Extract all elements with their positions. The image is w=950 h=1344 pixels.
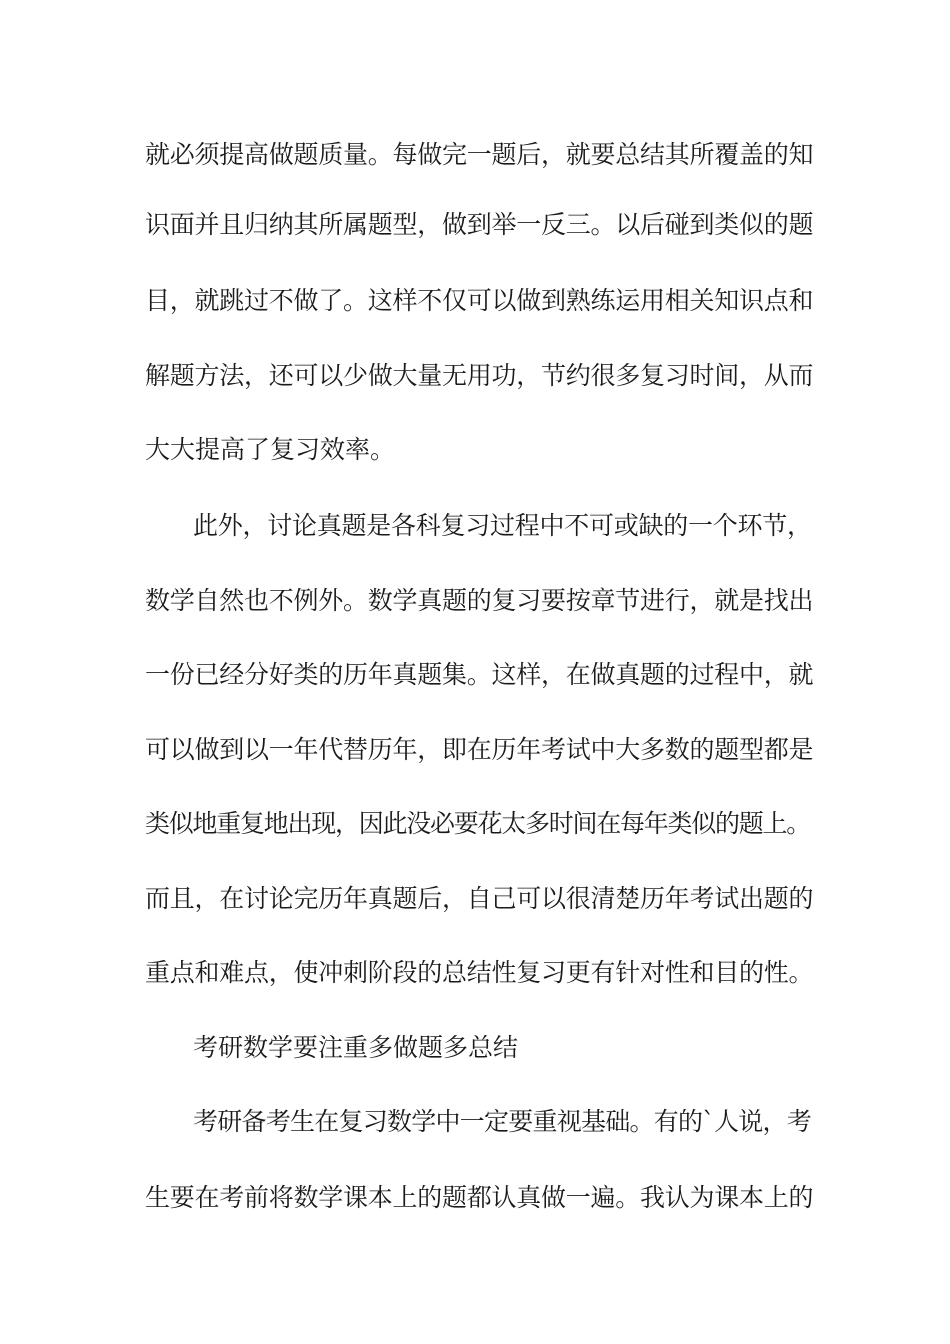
paragraph-line: 解题方法，还可以少做大量无用功，节约很多复习时间，从而 [145, 361, 814, 390]
paragraph-line: 目，就跳过不做了。这样不仅可以做到熟练运用相关知识点和 [145, 286, 814, 315]
paragraph-line: 类似地重复地出现，因此没必要花太多时间在每年类似的题上。 [145, 809, 811, 838]
paragraph-line: 可以做到以一年代替历年，即在历年考试中大多数的题型都是 [145, 735, 814, 764]
section-heading: 考研数学要注重多做题多总结 [193, 1033, 519, 1062]
paragraph-line: 一份已经分好类的历年真题集。这样，在做真题的过程中，就 [145, 660, 814, 689]
paragraph-line: 就必须提高做题质量。每做完一题后，就要总结其所覆盖的知 [145, 140, 814, 169]
paragraph-line: 生要在考前将数学课本上的题都认真做一遍。我认为课本上的 [145, 1183, 814, 1212]
paragraph-line: 数学自然也不例外。数学真题的复习要按章节进行，就是找出 [145, 586, 814, 615]
paragraph-line: 重点和难点，使冲刺阶段的总结性复习更有针对性和目的性。 [145, 958, 814, 987]
paragraph-line: 大大提高了复习效率。 [145, 435, 396, 464]
paragraph-first-line: 此外，讨论真题是各科复习过程中不可或缺的一个环节， [193, 511, 812, 540]
paragraph-first-line: 考研备考生在复习数学中一定要重视基础。有的`人说，考 [193, 1107, 812, 1136]
paragraph-line: 识面并且归纳其所属题型，做到举一反三。以后碰到类似的题 [145, 210, 814, 239]
paragraph-line: 而且，在讨论完历年真题后，自己可以很清楚历年考试出题的 [145, 884, 814, 913]
